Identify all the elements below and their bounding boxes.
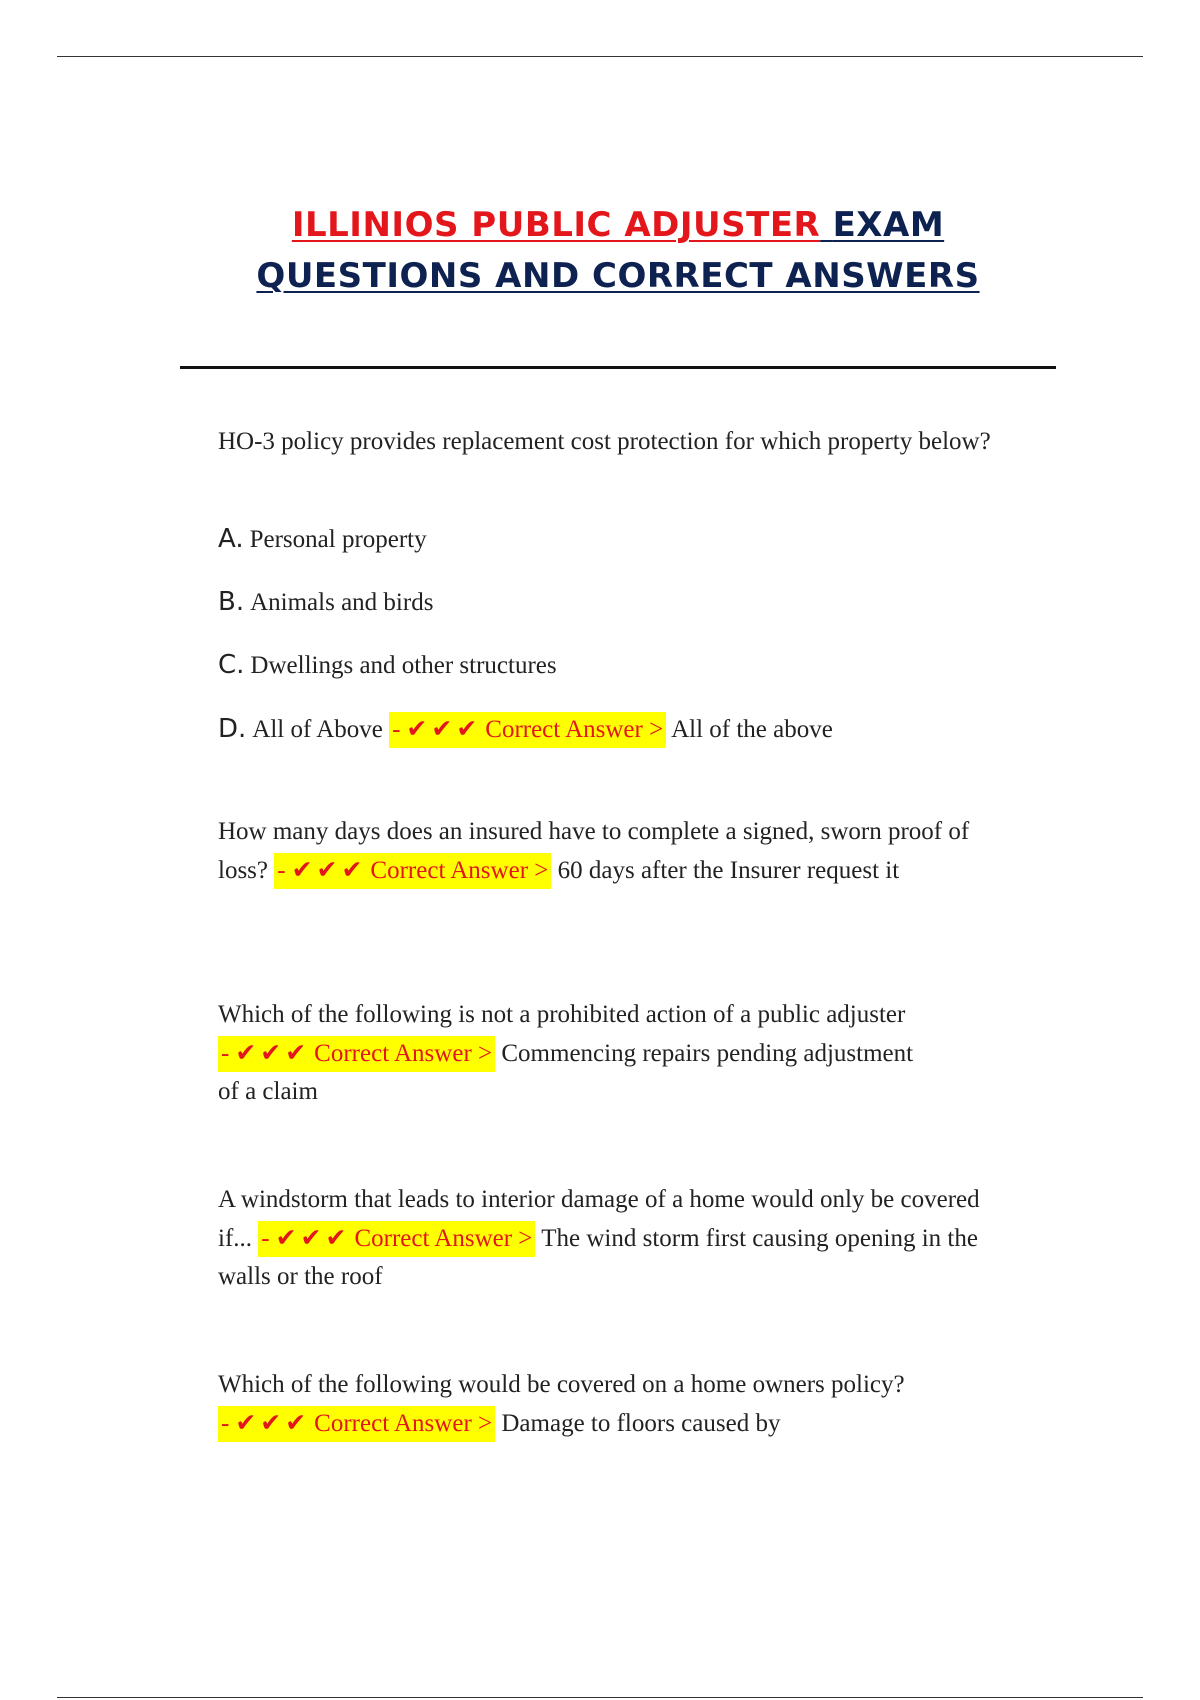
question-5	[218, 1366, 1018, 1443]
question-3-text: Which of the following is not a prohibited action of a public adjuster	[218, 1001, 906, 1028]
document-title	[0, 200, 1200, 302]
page-bottom-rule	[57, 1697, 1143, 1698]
title-space	[820, 205, 832, 245]
answer-1-text: All of the above	[671, 716, 833, 743]
question-4	[218, 1181, 1018, 1296]
answer-2-text: 60 days after the Insurer request it	[557, 857, 900, 884]
option-d-letter: D.	[218, 714, 247, 744]
option-a-text: Personal property	[249, 526, 427, 553]
marker-dash: -	[277, 857, 286, 884]
marker-label: Correct Answer >	[370, 857, 549, 884]
marker-label: Correct Answer >	[485, 716, 664, 743]
question-1	[218, 423, 1018, 461]
title-navy-part: EXAM	[832, 205, 945, 245]
correct-answer-marker	[218, 1406, 495, 1442]
option-b-letter: B.	[218, 587, 245, 617]
checkmark-icon: ✔✔✔	[406, 714, 482, 743]
option-c	[218, 646, 557, 685]
question-2	[218, 813, 1018, 890]
correct-answer-marker	[258, 1221, 535, 1257]
correct-answer-marker	[218, 1036, 495, 1072]
title-divider	[180, 366, 1056, 369]
title-line-2	[0, 251, 1200, 302]
option-d	[218, 710, 833, 749]
option-c-letter: C.	[218, 650, 245, 680]
marker-dash: -	[392, 716, 401, 743]
checkmark-icon: ✔✔✔	[235, 1038, 311, 1067]
option-a	[218, 520, 427, 559]
correct-answer-marker	[389, 712, 666, 748]
option-a-letter: A.	[218, 524, 244, 554]
option-b-text: Animals and birds	[250, 589, 434, 616]
title-second-line: QUESTIONS AND CORRECT ANSWERS	[256, 256, 980, 296]
marker-label: Correct Answer >	[314, 1410, 493, 1437]
option-d-text: All of Above	[252, 716, 383, 743]
question-1-text: HO-3 policy provides replacement cost protection for which property below?	[218, 428, 991, 455]
option-c-text: Dwellings and other structures	[250, 652, 557, 679]
answer-5-text: Damage to floors caused by	[501, 1410, 781, 1437]
marker-dash: -	[221, 1410, 230, 1437]
checkmark-icon: ✔✔✔	[275, 1223, 351, 1252]
checkmark-icon: ✔✔✔	[291, 855, 367, 884]
question-4-text: A windstorm that leads to interior damage of a home would only be covered if...	[218, 1186, 980, 1252]
checkmark-icon: ✔✔✔	[235, 1408, 311, 1437]
title-red-part: ILLINIOS PUBLIC ADJUSTER	[291, 205, 821, 245]
question-5-text: Which of the following would be covered on a home owners policy?	[218, 1371, 905, 1398]
correct-answer-marker	[274, 853, 551, 889]
marker-dash: -	[261, 1225, 270, 1252]
marker-label: Correct Answer >	[314, 1040, 493, 1067]
title-line-1	[0, 200, 1200, 251]
page-top-rule	[57, 56, 1143, 57]
option-b	[218, 583, 433, 622]
question-3	[218, 996, 938, 1111]
marker-label: Correct Answer >	[354, 1225, 533, 1252]
question-2-text: How many days does an insured have to complete a signed, sworn proof of loss?	[218, 818, 970, 884]
answer-3-text: Commencing repairs pending adjustment of a claim	[218, 1040, 914, 1105]
marker-dash: -	[221, 1040, 230, 1067]
answer-4-text: The wind storm first causing opening in the walls or the roof	[218, 1225, 978, 1290]
